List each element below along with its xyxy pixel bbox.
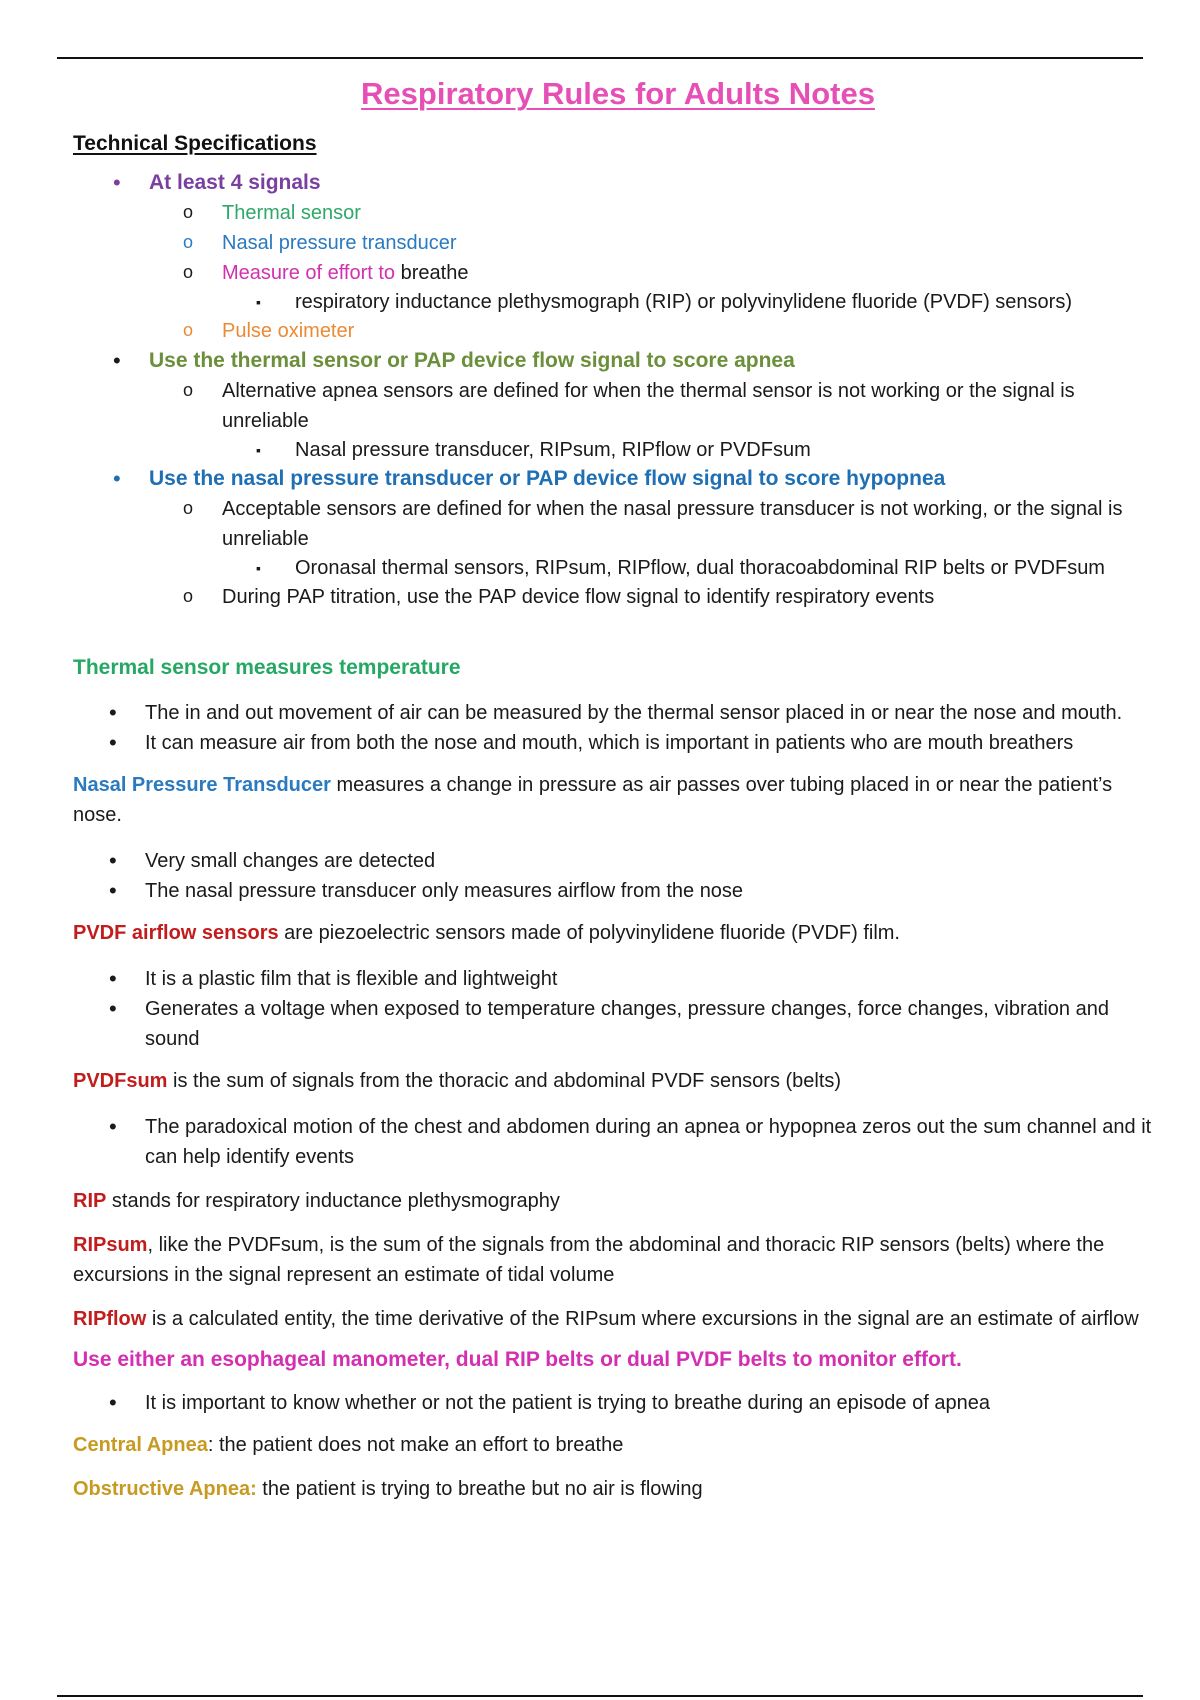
list-item-text: It is important to know whether or not the patient is trying to breathe during an episode of apnea: [145, 1392, 990, 1414]
document-page: [73, 70, 1163, 1504]
sub-sub-list: [222, 554, 1163, 582]
paragraph-text: : the patient does not make an effort to breathe: [207, 1434, 624, 1456]
list-item-text: It can measure air from both the nose and mouth, which is important in patients who are mouth breathers: [145, 732, 1074, 754]
list-item: [147, 316, 1163, 346]
list-item-label: Thermal sensor: [222, 202, 361, 224]
list-item-label: At least 4 signals: [149, 171, 321, 194]
list-item: [73, 994, 1163, 1054]
sub-sub-list: [222, 288, 1163, 316]
list-item: [73, 728, 1163, 758]
term-pvdfsum: PVDFsum: [73, 1070, 168, 1092]
list-item-text: Nasal pressure transducer, RIPsum, RIPflow or PVDFsum: [295, 439, 811, 461]
bullet-circle: o: [183, 320, 194, 340]
page-title: Respiratory Rules for Adults Notes: [361, 76, 875, 111]
bullet-dot: •: [113, 348, 121, 373]
paragraph-text: , like the PVDFsum, is the sum of the signals from the abdominal and thoracic RIP sensors (belts) where the excursions in the signal represent an estimate of tidal volume: [73, 1234, 1105, 1286]
rip-section-paragraph: [73, 1186, 1163, 1216]
bullet-dot: •: [109, 700, 117, 725]
thermal-section-list: [73, 698, 1163, 758]
bullet-circle: o: [183, 202, 194, 222]
term-rip: RIP: [73, 1190, 107, 1212]
list-item: [73, 464, 1163, 612]
thermal-section-heading: Thermal sensor measures temperature: [73, 656, 461, 679]
term-obstructive-apnea: Obstructive Apnea:: [73, 1478, 257, 1500]
list-item-text: breathe: [395, 262, 469, 284]
central-apnea-paragraph: [73, 1430, 1163, 1460]
bullet-dot: •: [113, 170, 121, 195]
effort-section-heading: Use either an esophageal manometer, dual RIP belts or dual PVDF belts to monitor effort.: [73, 1348, 962, 1371]
sub-list: [147, 376, 1163, 464]
list-item: [147, 228, 1163, 258]
list-item-text: Alternative apnea sensors are defined for when the thermal sensor is not working or the signal is unreliable: [222, 380, 1075, 432]
bullet-dot: •: [109, 966, 117, 991]
term-central-apnea: Central Apnea: [73, 1434, 208, 1456]
list-item-text: Very small changes are detected: [145, 850, 436, 872]
list-item-text: Oronasal thermal sensors, RIPsum, RIPflow, dual thoracoabdominal RIP belts or PVDFsum: [295, 557, 1105, 579]
list-item: [222, 554, 1163, 582]
term-ripflow: RIPflow: [73, 1308, 147, 1330]
pvdf-section-list: [73, 964, 1163, 1054]
list-item: [147, 258, 1163, 316]
list-item: [73, 168, 1163, 346]
list-item: [147, 494, 1163, 582]
sub-sub-list: [222, 436, 1163, 464]
list-item-label: Use the nasal pressure transducer or PAP device flow signal to score hypopnea: [149, 467, 946, 490]
pvdfsum-section-list: [73, 1112, 1163, 1172]
technical-specifications-list: [73, 168, 1163, 612]
obstructive-apnea-paragraph: [73, 1474, 1163, 1504]
bullet-circle: o: [183, 380, 194, 400]
bullet-dot: •: [109, 996, 117, 1021]
list-item: [222, 436, 1163, 464]
list-item-label: Use the thermal sensor or PAP device flow signal to score apnea: [149, 349, 795, 372]
pvdf-section-paragraph: [73, 918, 1163, 948]
bullet-circle: o: [183, 262, 194, 282]
bullet-dot: •: [109, 878, 117, 903]
term-ripsum: RIPsum: [73, 1234, 148, 1256]
list-item: [147, 582, 1163, 612]
list-item: [73, 876, 1163, 906]
list-item-label: Pulse oximeter: [222, 320, 355, 342]
bullet-square: ▪: [256, 560, 261, 576]
list-item: [73, 1388, 1163, 1418]
list-item: [73, 346, 1163, 464]
nasal-section-list: [73, 846, 1163, 906]
list-item-text: Generates a voltage when exposed to temperature changes, pressure changes, force changes, vibration and sound: [145, 998, 1109, 1050]
list-item: [147, 198, 1163, 228]
bottom-rule: [57, 1695, 1143, 1697]
bullet-dot: •: [113, 466, 121, 491]
term-pvdf-airflow-sensors: PVDF airflow sensors: [73, 922, 279, 944]
list-item: [222, 288, 1163, 316]
sub-list: [147, 198, 1163, 346]
bullet-circle: o: [183, 586, 194, 606]
technical-specifications-heading: Technical Specifications: [73, 132, 317, 155]
list-item-text: The nasal pressure transducer only measures airflow from the nose: [145, 880, 744, 902]
list-item-text: The in and out movement of air can be measured by the thermal sensor placed in or near the nose and mouth.: [145, 702, 1123, 724]
bullet-square: ▪: [256, 294, 261, 310]
list-item: [147, 376, 1163, 464]
bullet-square: ▪: [256, 442, 261, 458]
sub-list: [147, 494, 1163, 612]
nasal-section-paragraph: [73, 770, 1163, 830]
paragraph-text: is the sum of signals from the thoracic and abdominal PVDF sensors (belts): [167, 1070, 842, 1092]
paragraph-text: are piezoelectric sensors made of polyvinylidene fluoride (PVDF) film.: [278, 922, 900, 944]
paragraph-text: the patient is trying to breathe but no air is flowing: [256, 1478, 703, 1500]
top-rule: [57, 57, 1143, 59]
list-item-text: The paradoxical motion of the chest and abdomen during an apnea or hypopnea zeros out the sum channel and it can help identify events: [145, 1116, 1152, 1168]
effort-section-list: [73, 1388, 1163, 1418]
bullet-dot: •: [109, 1114, 117, 1139]
list-item-text: It is a plastic film that is flexible and lightweight: [145, 968, 558, 990]
paragraph-text: stands for respiratory inductance plethysmography: [106, 1190, 560, 1212]
ripsum-section-paragraph: [73, 1230, 1163, 1290]
list-item: [73, 698, 1163, 728]
term-nasal-pressure-transducer: Nasal Pressure Transducer: [73, 774, 331, 796]
list-item-text: During PAP titration, use the PAP device flow signal to identify respiratory events: [222, 586, 935, 608]
bullet-dot: •: [109, 848, 117, 873]
bullet-dot: •: [109, 1390, 117, 1415]
paragraph-text: is a calculated entity, the time derivative of the RIPsum where excursions in the signal are an estimate of airflow: [146, 1308, 1139, 1330]
bullet-circle: o: [183, 232, 194, 252]
list-item-label: Nasal pressure transducer: [222, 232, 457, 254]
bullet-dot: •: [109, 730, 117, 755]
list-item-text: Acceptable sensors are defined for when the nasal pressure transducer is not working, or the signal is unreliable: [222, 498, 1123, 550]
pvdfsum-section-paragraph: [73, 1066, 1163, 1096]
paragraph-text: measures a change in pressure as air passes over tubing placed in or near the patient’s nose.: [73, 774, 1113, 826]
list-item: [73, 846, 1163, 876]
list-item-text: respiratory inductance plethysmograph (RIP) or polyvinylidene fluoride (PVDF) sensors): [295, 291, 1072, 313]
ripflow-section-paragraph: [73, 1304, 1163, 1334]
list-item-label: Measure of effort to: [222, 262, 396, 284]
bullet-circle: o: [183, 498, 194, 518]
list-item: [73, 964, 1163, 994]
list-item: [73, 1112, 1163, 1172]
